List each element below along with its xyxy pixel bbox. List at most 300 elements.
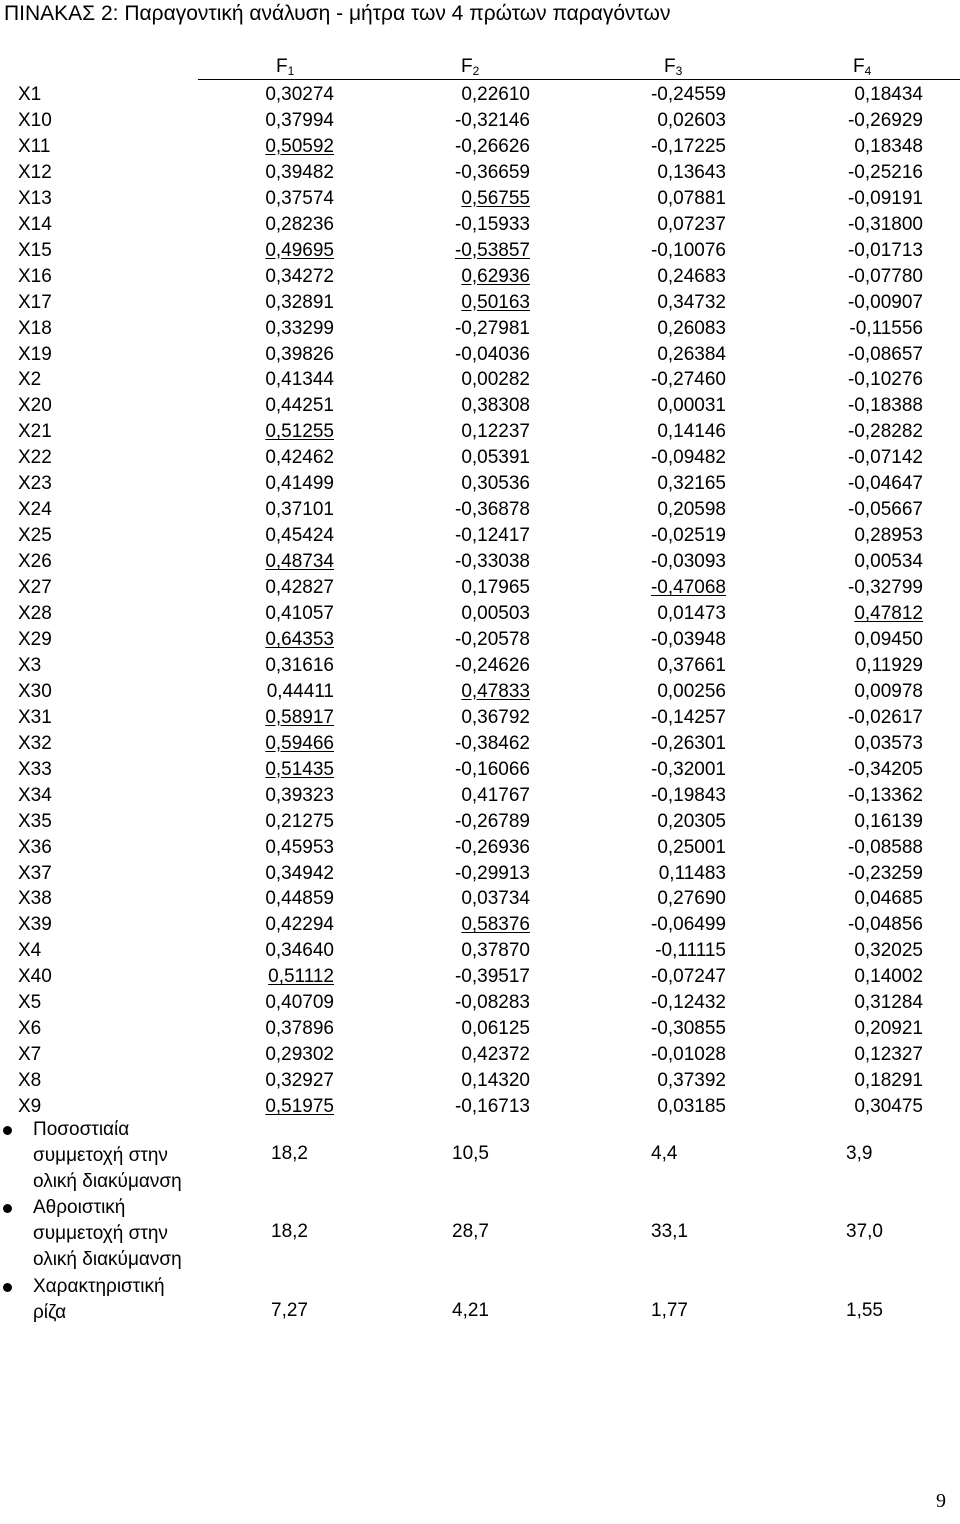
loading-value: 0,26083 <box>657 317 726 339</box>
loading-cell-f4 <box>763 863 923 885</box>
loading-cell-f3 <box>566 292 726 314</box>
loading-cell-f3 <box>566 240 726 262</box>
table-row <box>0 1044 960 1070</box>
loading-value: 0,47833 <box>461 680 530 702</box>
loading-cell-f3 <box>566 733 726 755</box>
table-row <box>0 84 960 110</box>
column-header-subscript: 3 <box>675 64 683 78</box>
table-row <box>0 759 960 785</box>
loading-value: -0,28282 <box>847 421 923 443</box>
summary-value-f1: 18,2 <box>271 1221 308 1242</box>
loading-value: 0,30274 <box>265 84 334 105</box>
loading-value: 0,50592 <box>265 135 334 157</box>
loading-cell-f1 <box>174 136 334 158</box>
summary-label-line: συμμετοχή στην <box>33 1145 168 1166</box>
variable-label: X6 <box>18 1018 42 1040</box>
variable-label: X1 <box>18 84 42 105</box>
loading-value: -0,27460 <box>650 369 726 391</box>
loading-cell-f2 <box>370 785 530 807</box>
loading-value: 0,00282 <box>461 369 530 391</box>
table-row <box>0 395 960 421</box>
table-row <box>0 525 960 551</box>
loading-value: 0,30536 <box>461 473 530 495</box>
loading-cell-f2 <box>370 240 530 262</box>
loading-cell-f4 <box>763 888 923 910</box>
loading-value: 0,05391 <box>461 447 530 469</box>
loading-cell-f2 <box>370 914 530 936</box>
table-row <box>0 837 960 863</box>
loading-cell-f4 <box>763 1096 923 1118</box>
loading-value: 0,24683 <box>657 265 726 287</box>
table-row <box>0 136 960 162</box>
loading-value: 0,20921 <box>854 1018 923 1040</box>
loading-value: 0,42294 <box>265 914 334 936</box>
loading-cell-f2 <box>370 940 530 962</box>
loading-cell-f4 <box>763 266 923 288</box>
loading-cell-f3 <box>566 785 726 807</box>
loading-value: 0,28953 <box>854 525 923 547</box>
variable-label: X35 <box>18 810 52 832</box>
loading-cell-f2 <box>370 344 530 366</box>
loading-cell-f1 <box>174 525 334 547</box>
loading-cell-f1 <box>174 266 334 288</box>
loading-value: -0,07142 <box>847 447 923 469</box>
loading-cell-f4 <box>763 966 923 988</box>
loading-value: 0,48734 <box>265 551 334 573</box>
loading-cell-f4 <box>763 292 923 314</box>
loading-cell-f2 <box>370 759 530 781</box>
header-rule <box>198 79 960 80</box>
loading-cell-f4 <box>763 473 923 495</box>
loading-cell-f4 <box>763 785 923 807</box>
loading-cell-f2 <box>370 162 530 184</box>
loading-value: -0,13362 <box>847 784 923 806</box>
loading-value: -0,26936 <box>454 836 530 858</box>
loading-cell-f4 <box>763 914 923 936</box>
loading-cell-f1 <box>174 707 334 729</box>
variable-label: X20 <box>18 395 52 417</box>
loading-cell-f2 <box>370 318 530 340</box>
loading-cell-f1 <box>174 1096 334 1118</box>
loading-cell-f4 <box>763 525 923 547</box>
variable-label: X40 <box>18 966 52 988</box>
loading-cell-f2 <box>370 966 530 988</box>
loading-value: 0,42372 <box>461 1044 530 1066</box>
loading-value: 0,33299 <box>265 317 334 339</box>
loading-cell-f2 <box>370 110 530 132</box>
loading-cell-f1 <box>174 499 334 521</box>
loading-cell-f4 <box>763 395 923 417</box>
loading-value: 0,45953 <box>265 836 334 858</box>
loading-value: -0,32799 <box>847 577 923 599</box>
loading-value: 0,51112 <box>268 966 334 988</box>
loading-cell-f1 <box>174 162 334 184</box>
loading-cell-f3 <box>566 1044 726 1066</box>
loading-value: -0,24626 <box>454 654 530 676</box>
loading-cell-f3 <box>566 1096 726 1118</box>
summary-label-line: Ποσοστιαία <box>33 1119 130 1140</box>
loading-value: 0,18291 <box>854 1070 923 1092</box>
loading-value: 0,17965 <box>461 577 530 599</box>
loading-cell-f3 <box>566 84 726 106</box>
loading-value: 0,37870 <box>461 940 530 962</box>
loading-value: -0,04856 <box>847 914 923 936</box>
loading-value: -0,17225 <box>650 135 726 157</box>
loading-value: 0,34942 <box>265 862 334 884</box>
variable-label: X16 <box>18 265 52 287</box>
loading-value: -0,10276 <box>847 369 923 391</box>
loading-value: 0,37392 <box>657 1070 726 1092</box>
loading-cell-f3 <box>566 188 726 210</box>
variable-label: X10 <box>18 109 52 131</box>
summary-label-line: Χαρακτηριστική <box>33 1276 165 1297</box>
loading-cell-f4 <box>763 447 923 469</box>
loading-cell-f3 <box>566 655 726 677</box>
loading-value: 0,12327 <box>854 1044 923 1066</box>
loading-value: 0,29302 <box>265 1044 334 1066</box>
summary-value-f1: 7,27 <box>271 1300 308 1321</box>
variable-label: X4 <box>18 940 42 962</box>
loading-cell-f4 <box>763 1018 923 1040</box>
table-row <box>0 473 960 499</box>
loading-cell-f1 <box>174 240 334 262</box>
loading-value: -0,10076 <box>650 239 726 261</box>
table-row <box>0 914 960 940</box>
loading-value: -0,07247 <box>650 966 726 988</box>
loading-cell-f4 <box>763 577 923 599</box>
loading-cell-f2 <box>370 136 530 158</box>
loading-cell-f2 <box>370 188 530 210</box>
column-header-letter: F <box>276 56 288 77</box>
loading-cell-f3 <box>566 603 726 625</box>
loading-value: 0,32025 <box>854 940 923 962</box>
table-row <box>0 863 960 889</box>
loading-cell-f1 <box>174 577 334 599</box>
loading-cell-f1 <box>174 369 334 391</box>
table-row <box>0 214 960 240</box>
loading-cell-f1 <box>174 188 334 210</box>
loading-cell-f4 <box>763 421 923 443</box>
loading-cell-f3 <box>566 863 726 885</box>
loading-cell-f1 <box>174 733 334 755</box>
loading-cell-f3 <box>566 837 726 859</box>
summary-value-f2: 28,7 <box>452 1221 489 1242</box>
loading-cell-f2 <box>370 888 530 910</box>
loading-value: 0,44251 <box>265 395 334 417</box>
loading-cell-f2 <box>370 733 530 755</box>
loading-cell-f3 <box>566 473 726 495</box>
loading-value: 0,51975 <box>265 1096 334 1118</box>
loading-value: 0,37994 <box>265 109 334 131</box>
loading-cell-f4 <box>763 499 923 521</box>
table-row <box>0 785 960 811</box>
loading-value: -0,23259 <box>847 862 923 884</box>
loading-cell-f3 <box>566 525 726 547</box>
loading-value: -0,32146 <box>454 109 530 131</box>
loading-cell-f2 <box>370 992 530 1014</box>
loading-cell-f3 <box>566 940 726 962</box>
variable-label: X14 <box>18 213 52 235</box>
loading-cell-f3 <box>566 888 726 910</box>
loading-value: 0,04685 <box>854 888 923 910</box>
column-header-f4 <box>853 56 871 78</box>
loading-value: 0,45424 <box>265 525 334 547</box>
variable-label: X17 <box>18 291 52 313</box>
loading-value: -0,09191 <box>847 187 923 209</box>
loading-cell-f4 <box>763 629 923 651</box>
loading-cell-f4 <box>763 136 923 158</box>
loading-value: 0,12237 <box>461 421 530 443</box>
loading-cell-f3 <box>566 1018 726 1040</box>
column-header-letter: F <box>853 56 865 77</box>
table-row <box>0 888 960 914</box>
loading-cell-f1 <box>174 992 334 1014</box>
variable-label: X15 <box>18 239 52 261</box>
loading-value: -0,24559 <box>650 84 726 105</box>
loading-value: 0,41499 <box>265 473 334 495</box>
loading-value: 0,44859 <box>265 888 334 910</box>
loading-value: 0,20305 <box>657 810 726 832</box>
loading-cell-f4 <box>763 811 923 833</box>
loading-value: 0,00534 <box>854 551 923 573</box>
loading-cell-f3 <box>566 447 726 469</box>
variable-label: X36 <box>18 836 52 858</box>
loading-value: 0,49695 <box>265 239 334 261</box>
table-row <box>0 577 960 603</box>
loading-cell-f4 <box>763 84 923 106</box>
loading-cell-f4 <box>763 110 923 132</box>
table-row <box>0 966 960 992</box>
loading-cell-f2 <box>370 266 530 288</box>
loading-value: -0,09482 <box>650 447 726 469</box>
loading-cell-f3 <box>566 551 726 573</box>
bullet-icon <box>3 1126 12 1135</box>
loading-value: 0,00256 <box>657 680 726 702</box>
loading-value: 0,41767 <box>461 784 530 806</box>
variable-label: X39 <box>18 914 52 936</box>
loading-value: 0,58376 <box>461 914 530 936</box>
loading-value: 0,37101 <box>265 499 334 521</box>
loading-value: 0,20598 <box>657 499 726 521</box>
loading-value: 0,40709 <box>265 992 334 1014</box>
loading-cell-f1 <box>174 551 334 573</box>
loading-cell-f4 <box>763 940 923 962</box>
loading-cell-f1 <box>174 110 334 132</box>
loading-value: -0,12417 <box>454 525 530 547</box>
loading-cell-f1 <box>174 759 334 781</box>
summary-label-line: ολική διακύμανση <box>33 1171 182 1192</box>
table-row <box>0 603 960 629</box>
table-row <box>0 499 960 525</box>
loading-cell-f3 <box>566 136 726 158</box>
loading-value: -0,11115 <box>655 940 726 962</box>
loading-cell-f2 <box>370 681 530 703</box>
variable-label: X3 <box>18 654 42 676</box>
loading-value: 0,58917 <box>265 706 334 728</box>
loading-value: -0,14257 <box>650 706 726 728</box>
loading-value: 0,31616 <box>265 654 334 676</box>
loading-cell-f2 <box>370 655 530 677</box>
loading-cell-f1 <box>174 629 334 651</box>
table-row <box>0 629 960 655</box>
loading-value: 0,41057 <box>265 603 334 624</box>
variable-label: X18 <box>18 317 52 339</box>
loading-value: 0,03573 <box>854 732 923 754</box>
loading-cell-f4 <box>763 369 923 391</box>
loading-value: 0,64353 <box>265 628 334 650</box>
summary-value-f3: 1,77 <box>651 1300 688 1321</box>
loading-cell-f1 <box>174 395 334 417</box>
variable-label: X19 <box>18 343 52 365</box>
loading-value: -0,36659 <box>454 161 530 183</box>
variable-label: X32 <box>18 732 52 754</box>
loading-cell-f1 <box>174 1044 334 1066</box>
page-title: ΠΙΝΑΚΑΣ 2: Παραγοντική ανάλυση - μήτρα των 4 πρώτων παραγόντων <box>4 2 671 25</box>
loading-value: -0,16066 <box>454 758 530 780</box>
loading-cell-f1 <box>174 603 334 625</box>
loading-value: 0,18348 <box>854 135 923 157</box>
loading-value: 0,37896 <box>265 1018 334 1040</box>
summary-value-f1: 18,2 <box>271 1143 308 1164</box>
loading-cell-f1 <box>174 655 334 677</box>
loading-cell-f3 <box>566 318 726 340</box>
table-row <box>0 681 960 707</box>
loading-cell-f2 <box>370 421 530 443</box>
loading-cell-f1 <box>174 1018 334 1040</box>
loading-cell-f2 <box>370 84 530 106</box>
summary-value-f3: 33,1 <box>651 1221 688 1242</box>
variable-label: X21 <box>18 421 52 443</box>
loading-value: 0,32891 <box>265 291 334 313</box>
loading-cell-f4 <box>763 733 923 755</box>
table-row <box>0 707 960 733</box>
loading-cell-f3 <box>566 629 726 651</box>
summary-value-f2: 4,21 <box>452 1300 489 1321</box>
column-header-subscript: 1 <box>287 64 295 78</box>
loading-cell-f2 <box>370 1018 530 1040</box>
loading-cell-f1 <box>174 84 334 106</box>
summary-label <box>33 1117 203 1195</box>
table-row <box>0 110 960 136</box>
table-row <box>0 1070 960 1096</box>
summary-value-f4: 1,55 <box>846 1300 883 1321</box>
table-row <box>0 447 960 473</box>
loading-value: 0,00503 <box>461 603 530 624</box>
loading-value: -0,02519 <box>650 525 726 547</box>
summary-value-f3: 4,4 <box>651 1143 678 1164</box>
loading-value: 0,01473 <box>657 603 726 624</box>
loading-value: 0,03185 <box>657 1096 726 1118</box>
loading-value: 0,00978 <box>854 680 923 702</box>
loading-value: 0,22610 <box>461 84 530 105</box>
loading-value: -0,26626 <box>454 135 530 157</box>
loading-value: 0,26384 <box>657 343 726 365</box>
loading-cell-f2 <box>370 1070 530 1092</box>
loading-cell-f4 <box>763 1044 923 1066</box>
loading-cell-f3 <box>566 214 726 236</box>
column-header-subscript: 2 <box>472 64 480 78</box>
summary-value-f4: 3,9 <box>846 1143 873 1164</box>
loading-cell-f1 <box>174 888 334 910</box>
loading-value: 0,59466 <box>265 732 334 754</box>
loading-value: 0,32165 <box>657 473 726 495</box>
loading-cell-f2 <box>370 577 530 599</box>
loading-value: 0,18434 <box>854 84 923 105</box>
loading-value: 0,07237 <box>657 213 726 235</box>
loading-value: 0,30475 <box>854 1096 923 1118</box>
loading-cell-f2 <box>370 551 530 573</box>
loading-value: 0,62936 <box>461 265 530 287</box>
variable-label: X29 <box>18 628 52 650</box>
loading-cell-f4 <box>763 344 923 366</box>
variable-label: X38 <box>18 888 52 910</box>
loading-cell-f2 <box>370 1096 530 1118</box>
summary-label-line: ολική διακύμανση <box>33 1249 182 1270</box>
loading-cell-f2 <box>370 863 530 885</box>
loading-value: 0,14002 <box>854 966 923 988</box>
loading-value: 0,25001 <box>657 836 726 858</box>
summary-label-line: συμμετοχή στην <box>33 1223 168 1244</box>
loading-cell-f4 <box>763 551 923 573</box>
loading-cell-f2 <box>370 525 530 547</box>
loading-value: -0,08283 <box>454 992 530 1014</box>
table-row <box>0 292 960 318</box>
loading-value: 0,13643 <box>657 161 726 183</box>
loading-cell-f3 <box>566 992 726 1014</box>
loading-cell-f1 <box>174 837 334 859</box>
summary-label <box>33 1195 203 1273</box>
column-header-f1 <box>276 56 294 78</box>
table-row <box>0 188 960 214</box>
table-row <box>0 266 960 292</box>
loading-value: 0,34732 <box>657 291 726 313</box>
summary-value-f2: 10,5 <box>452 1143 489 1164</box>
variable-label: X25 <box>18 525 52 547</box>
loading-value: 0,39482 <box>265 161 334 183</box>
loading-cell-f3 <box>566 395 726 417</box>
page-number: 9 <box>936 1490 946 1512</box>
loading-cell-f1 <box>174 785 334 807</box>
variable-label: X22 <box>18 447 52 469</box>
column-header-f3 <box>664 56 682 78</box>
loading-cell-f1 <box>174 318 334 340</box>
loading-value: 0,56755 <box>461 187 530 209</box>
loading-value: -0,04647 <box>847 473 923 495</box>
loading-value: -0,16713 <box>454 1096 530 1118</box>
loading-value: -0,20578 <box>454 628 530 650</box>
table-row <box>0 551 960 577</box>
loading-cell-f2 <box>370 214 530 236</box>
loading-cell-f1 <box>174 914 334 936</box>
summary-label-line: Αθροιστική <box>33 1197 126 1218</box>
loading-value: -0,29913 <box>454 862 530 884</box>
loading-cell-f2 <box>370 369 530 391</box>
loading-value: 0,14146 <box>657 421 726 443</box>
loading-cell-f1 <box>174 940 334 962</box>
loading-value: 0,51435 <box>265 758 334 780</box>
loading-cell-f2 <box>370 811 530 833</box>
loading-value: 0,47812 <box>854 603 923 624</box>
loading-cell-f4 <box>763 759 923 781</box>
loading-cell-f3 <box>566 266 726 288</box>
loading-value: -0,27981 <box>454 317 530 339</box>
loading-cell-f4 <box>763 837 923 859</box>
loading-cell-f4 <box>763 655 923 677</box>
loading-value: 0,37661 <box>657 654 726 676</box>
table-row <box>0 369 960 395</box>
summary-label <box>33 1274 203 1326</box>
variable-label: X24 <box>18 499 52 521</box>
